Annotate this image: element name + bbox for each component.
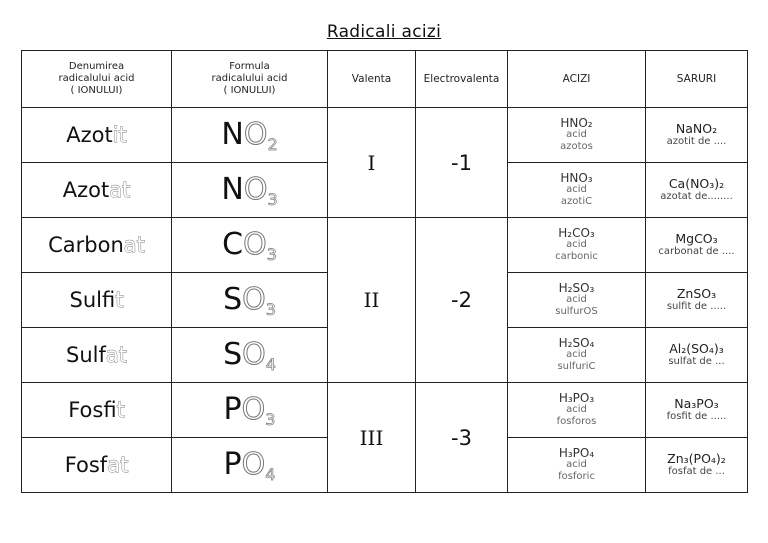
table-header-row [22, 51, 748, 108]
table-row [22, 218, 748, 273]
radical-formula: $PO_4$ [172, 438, 328, 493]
acid-cell: H₂SO₃ acid sulfurOS [508, 273, 646, 328]
radical-formula: $SO_4$ [172, 328, 328, 383]
salt-cell: Al₂(SO₄)₃ sulfat de ... [646, 328, 748, 383]
valenta-cell: I [328, 108, 416, 218]
table-row [22, 108, 748, 163]
acid-cell: H₂CO₃ acid carbonic [508, 218, 646, 273]
radical-name: Azotat [22, 163, 172, 218]
radical-formula: $CO_3$ [172, 218, 328, 273]
valenta-cell: III [328, 383, 416, 493]
salt-cell: Ca(NO₃)₂ azotat de........ [646, 163, 748, 218]
header-valenta: Valenta [328, 51, 416, 108]
acid-cell: H₃PO₃ acid fosforos [508, 383, 646, 438]
acid-cell: HNO₃ acid azotiC [508, 163, 646, 218]
acid-cell: HNO₂ acid azotos [508, 108, 646, 163]
radical-name: Carbonat [22, 218, 172, 273]
radical-formula: $NO_3$ [172, 163, 328, 218]
radical-name: Azotit [22, 108, 172, 163]
salt-cell: NaNO₂ azotit de .... [646, 108, 748, 163]
electrovalenta-cell: -3 [416, 383, 508, 493]
header-saruri: SARURI [646, 51, 748, 108]
radical-name: Fosfat [22, 438, 172, 493]
radical-formula: $PO_3$ [172, 383, 328, 438]
header-formula: Formula radicalului acid ( IONULUI) [172, 51, 328, 108]
radical-formula: $SO_3$ [172, 273, 328, 328]
table-row [22, 383, 748, 438]
salt-cell: ZnSO₃ sulfit de ..... [646, 273, 748, 328]
radical-name: Sulfit [22, 273, 172, 328]
radicals-table [21, 50, 748, 493]
electrovalenta-cell: -2 [416, 218, 508, 383]
header-acizi: ACIZI [508, 51, 646, 108]
header-electrovalenta: Electrovalenta [416, 51, 508, 108]
radical-name: Fosfit [22, 383, 172, 438]
acid-cell: H₂SO₄ acid sulfuriC [508, 328, 646, 383]
electrovalenta-cell: -1 [416, 108, 508, 218]
page-title: Radicali acizi [326, 22, 442, 42]
valenta-cell: II [328, 218, 416, 383]
salt-cell: Zn₃(PO₄)₂ fosfat de ... [646, 438, 748, 493]
header-name: Denumirea radicalului acid ( IONULUI) [22, 51, 172, 108]
acid-cell: H₃PO₄ acid fosforic [508, 438, 646, 493]
salt-cell: Na₃PO₃ fosfit de ..... [646, 383, 748, 438]
salt-cell: MgCO₃ carbonat de .... [646, 218, 748, 273]
radical-name: Sulfat [22, 328, 172, 383]
radical-formula: $NO_2$ [172, 108, 328, 163]
